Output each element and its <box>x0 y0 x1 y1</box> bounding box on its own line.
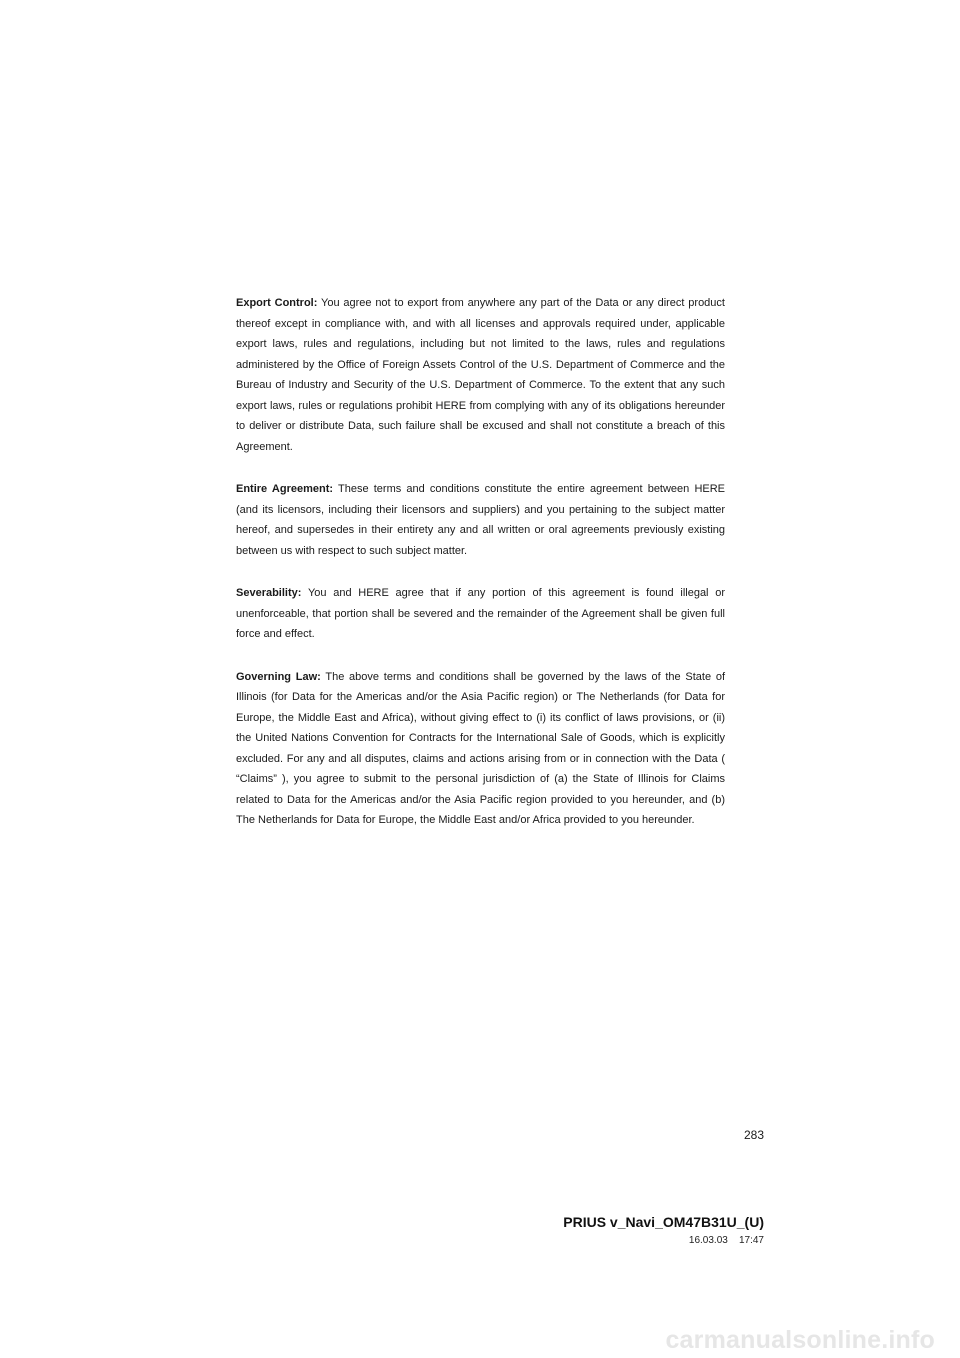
export-control-heading: Export Control: <box>236 297 318 309</box>
export-control-paragraph <box>236 293 725 457</box>
watermark: carmanualsonline.info <box>665 1326 935 1354</box>
severability-paragraph <box>236 583 725 645</box>
severability-text: You and HERE agree that if any portion of this agreement is found illegal or unenforceable, that portion shall be severed and the remainder of the Agreement shall be given full force and effect. <box>236 587 725 640</box>
page-number: 283 <box>743 1128 764 1142</box>
entire-agreement-paragraph <box>236 479 725 561</box>
document-date: 16.03.03 <box>688 1235 728 1246</box>
severability-heading: Severability: <box>236 587 302 599</box>
governing-law-heading: Governing Law: <box>236 670 321 683</box>
document-id: PRIUS v_Navi_OM47B31U_(U) <box>563 1214 764 1230</box>
governing-law-paragraph <box>236 667 725 831</box>
export-control-text: You agree not to export from anywhere any part of the Data or any direct product thereof except in compliance with, and with all licenses and approvals required under, applicable export laws, rules and regulations, including but not limited to the laws, rules and regulations administered by the Office of Foreign Assets Control of the U.S. Department of Commerce and the Bureau of Industry and Security of the U.S. Department of Commerce. To the extent that any such export laws, rules or regulations prohibit HERE from complying with any of its obligations hereunder to deliver or distribute Data, such failure shall be excused and shall not constitute a breach of this Agreement. <box>236 297 725 453</box>
entire-agreement-text: These terms and conditions constitute the entire agreement between HERE (and its licensors, including their licensors and suppliers) and you pertaining to the subject matter hereof, and supersedes in their entirety any and all written or oral agreements previously existing between us with respect to such subject matter. <box>236 483 726 557</box>
governing-law-text: The above terms and conditions shall be governed by the laws of the State of Illinois (for Data for the Americas and/or the Asia Pacific region) or The Netherlands (for Data for Europe, the Middle East and Africa), without giving effect to (i) its conflict of laws provisions, or (ii) the United Nations Convention for Contracts for the International Sale of Goods, which is explicitly excluded. For any and all disputes, claims and actions arising from or in connection with the Data ( “Claims” ), you agree to submit to the personal jurisdiction of (a) the State of Illinois for Claims related to Data for the Americas and/or the Asia Pacific region provided to you hereunder, and (b) The Netherlands for Data for Europe, the Middle East and/or Africa provided to you hereunder. <box>236 670 726 826</box>
document-body <box>236 293 725 853</box>
entire-agreement-heading: Entire Agreement: <box>236 483 334 495</box>
document-time: 17:47 <box>738 1235 764 1246</box>
document-timestamp <box>560 1235 764 1246</box>
